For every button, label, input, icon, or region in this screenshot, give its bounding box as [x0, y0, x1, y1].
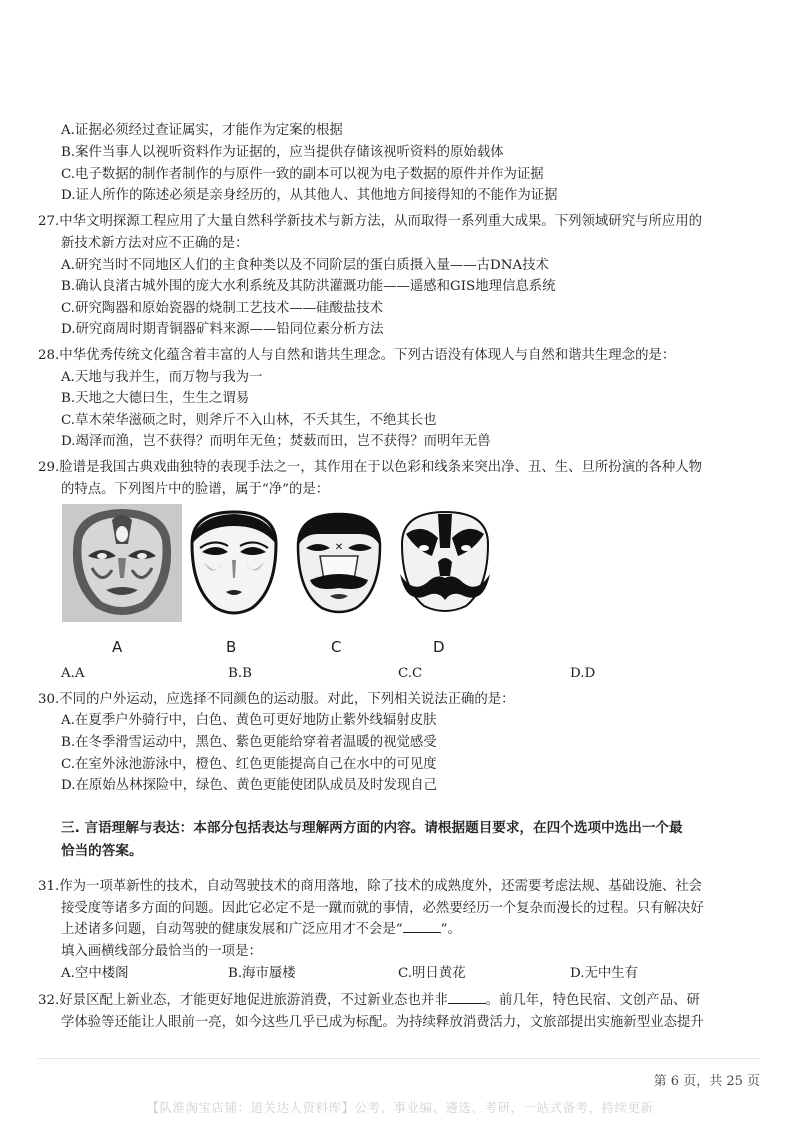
mask-c-image: [290, 504, 388, 622]
q31-line3-end: ”。: [440, 922, 461, 937]
mask-label-a: A: [112, 638, 123, 656]
section3-heading-line2: 恰当的答案。: [61, 843, 143, 859]
mask-b-image: [182, 504, 287, 622]
q31-stem-line3: [61, 920, 461, 940]
mask-label-b: B: [226, 638, 237, 656]
mask-label-c: C: [331, 638, 342, 656]
q30-option-c: C.在室外泳池游泳中，橙色、红色更能提高自己在水中的可见度: [61, 757, 437, 772]
q28-option-c: C.草木荣华滋硕之时，则斧斤不入山林，不夭其生，不绝其长也: [61, 413, 437, 428]
q32-stem-line1: [38, 991, 700, 1011]
q27-stem-line1: 27.中华文明探源工程应用了大量自然科学新技术与新方法，从而取得一系列重大成果。下列领域研究与所应用的: [38, 214, 703, 229]
q28-option-d: D.竭泽而渔，岂不获得？而明年无鱼；焚薮而田，岂不获得？而明年无兽: [61, 434, 491, 449]
q26-option-b: B.案件当事人以视听资料作为证据的，应当提供存储该视听资料的原始载体: [61, 145, 504, 160]
q32-stem-line2: 学体验等还能让人眼前一亮，如今这些几乎已成为标配。为持续释放消费活力，文旅部提出实施新型业态提升: [61, 1015, 704, 1030]
q27-option-c: C.研究陶器和原始瓷器的烧制工艺技术——硅酸盐技术: [61, 301, 384, 316]
q27-option-d: D.研究商周时期青铜器矿料来源——铅同位素分析方法: [61, 322, 384, 337]
q29-option-c: C.C: [398, 666, 423, 681]
q31-option-c: C.明日黄花: [398, 966, 466, 981]
q26-option-a: A.证据必须经过查证属实，才能作为定案的根据: [61, 123, 343, 138]
svg-text:✕: ✕: [334, 542, 344, 553]
q31-line3-text: 上述诸多问题，自动驾驶的健康发展和广泛应用才不会是“: [61, 922, 403, 937]
q31-stem-line2: 接受度等诸多方面的问题。因此它必定不是一蹴而就的事情，必然要经历一个复杂而漫长的过程。只有解决好: [61, 901, 704, 916]
q26-option-c: C.电子数据的制作者制作的与原件一致的副本可以视为电子数据的原件并作为证据: [61, 167, 544, 182]
q30-option-d: D.在原始丛林探险中，绿色、黄色更能使团队成员及时发现自己: [61, 778, 438, 793]
q32-line1-end: 。前几年，特色民宿、文创产品、研: [485, 993, 700, 1008]
q31-blank: [403, 920, 441, 933]
q31-stem-line1: 31.作为一项革新性的技术，自动驾驶技术的商用落地，除了技术的成熟度外，还需要考虑法规、基础设施、社会: [38, 879, 703, 894]
mask-label-d: D: [433, 638, 445, 656]
q31-option-d: D.无中生有: [570, 966, 639, 981]
q31-option-b: B.海市蜃楼: [228, 966, 296, 981]
q29-option-d: D.D: [570, 666, 596, 681]
page-number: 第 6 页，共 25 页: [653, 1074, 760, 1089]
mask-a-image: [62, 504, 182, 622]
q28-option-b: B.天地之大德曰生，生生之谓易: [61, 391, 250, 406]
q26-option-d: D.证人所作的陈述必须是亲身经历的，从其他人、其他地方间接得知的不能作为证据: [61, 188, 558, 203]
q29-option-a: A.A: [61, 666, 85, 681]
q32-line1-text: 32.好景区配上新业态，才能更好地促进旅游消费，不过新业态也并非: [38, 993, 448, 1008]
q32-blank: [448, 991, 486, 1004]
q30-option-a: A.在夏季户外骑行中，白色、黄色可更好地防止紫外线辐射皮肤: [61, 713, 437, 728]
q30-stem-line1: 30.不同的户外运动，应选择不同颜色的运动服。对此，下列相关说法正确的是：: [38, 692, 515, 707]
q27-stem-line2: 新技术新方法对应不正确的是：: [61, 236, 249, 251]
footer-divider: [38, 1058, 760, 1059]
footer-watermark: 【队淮淘宝店铺：道关达人资料库】公考、事业编、遴选、考研，一站式备考，持续更新: [146, 1100, 654, 1115]
q31-stem-line4: 填入画横线部分最恰当的一项是：: [61, 944, 262, 959]
q28-option-a: A.天地与我并生，而万物与我为一: [61, 370, 263, 385]
q29-option-b: B.B: [228, 666, 252, 681]
q27-option-b: B.确认良渚古城外围的庞大水利系统及其防洪灌溉功能——遥感和GIS地理信息系统: [61, 279, 556, 294]
opera-masks-image: [62, 504, 496, 622]
q27-option-a: A.研究当时不同地区人们的主食种类以及不同阶层的蛋白质摄入量——古DNA技术: [61, 258, 549, 273]
section3-heading-line1: 三. 言语理解与表达：本部分包括表达与理解两方面的内容。请根据题目要求，在四个选项中选出一个最: [61, 820, 683, 836]
q29-stem-line2: 的特点。下列图片中的脸谱，属于“净”的是：: [61, 482, 330, 497]
q29-stem-line1: 29.脸谱是我国古典戏曲独特的表现手法之一，其作用在于以色彩和线条来突出净、丑、生、旦所扮演的各种人物: [38, 460, 703, 475]
q28-stem-line1: 28.中华优秀传统文化蕴含着丰富的人与自然和谐共生理念。下列古语没有体现人与自然和谐共生理念的是：: [38, 348, 676, 363]
q30-option-b: B.在冬季滑雪运动中，黑色、紫色更能给穿着者温暖的视觉感受: [61, 735, 437, 750]
mask-d-image: [394, 504, 496, 622]
q31-option-a: A.空中楼阁: [61, 966, 129, 981]
